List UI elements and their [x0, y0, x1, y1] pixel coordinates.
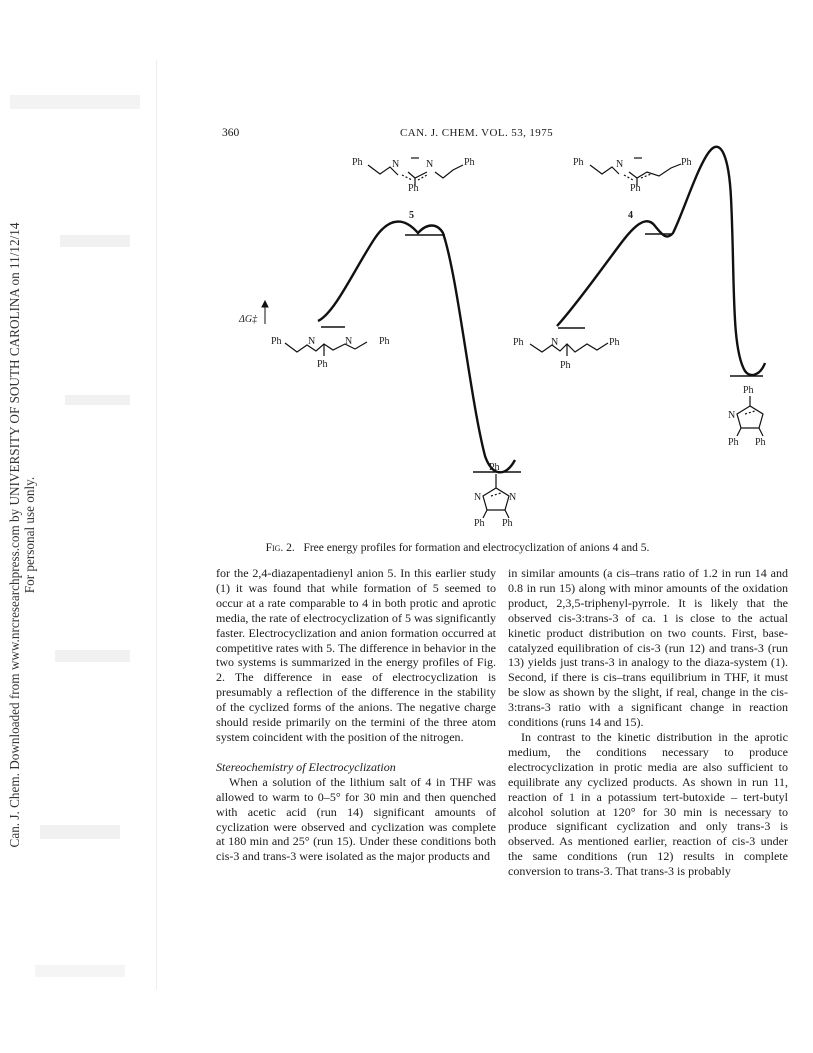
ph-label: Ph	[271, 336, 282, 347]
ph-label: Ph	[489, 462, 500, 473]
ph-label: Ph	[502, 518, 513, 529]
ph-label: Ph	[573, 157, 584, 168]
figure-energy-profiles	[215, 138, 810, 538]
compound-label-4: 4	[628, 210, 633, 221]
structure-pyrroline	[737, 396, 763, 436]
structure-5	[368, 158, 463, 186]
n-label: N	[474, 492, 482, 503]
structure-imidazoline	[483, 474, 509, 518]
paragraph: in similar amounts (a cis–trans ratio of 1.2 in run 14 and 0.8 in run 15) along with minor amounts of the oxidation product, 2,3,5-triphenyl-pyrrole. It is likely that the observed cis-3:trans-3 of ca. 1 is close to the actual kinetic product distribution on two counts. First, base-catalyzed equilibration of cis-3 (run 12) and trans-3 (run 13) yields just trans-3 in analogy to the diaza-system (1). Second, if there is cis–trans equilibrium in THF, it must be slow as shown by the slight, if real, change in the cis-3:trans-3 ratio with a significant change in reaction conditions (runs 14 and 15).	[508, 566, 788, 730]
n-label: N	[392, 159, 400, 170]
bond-line	[408, 172, 427, 178]
figure-caption	[215, 542, 700, 554]
paragraph: When a solution of the lithium salt of 4 in THF was allowed to warm to 0–5° for 30 min and then quenched with acetic acid (run 14) significant amounts of cyclization were observed and cyclization was complete at 180 min and 25° (run 15). Under these conditions both cis-3 and trans-3 were isolated as the major products and	[216, 774, 496, 864]
ph-label: Ph	[317, 359, 328, 370]
ph-label: Ph	[474, 518, 485, 529]
ph-label: Ph	[560, 360, 571, 371]
ph-label: Ph	[630, 183, 641, 194]
curve-4	[557, 147, 765, 375]
n-label: N	[345, 336, 353, 347]
delocalized-bond	[745, 411, 755, 414]
delocalized-bond	[491, 493, 501, 496]
n-label: N	[728, 410, 736, 421]
bond-line	[737, 428, 763, 436]
n-label: N	[509, 492, 517, 503]
bond-line	[530, 343, 608, 352]
figure-caption-label: Fig. 2.	[265, 542, 295, 554]
ph-label: Ph	[755, 437, 766, 448]
scan-artifact	[55, 650, 130, 662]
n-label: N	[308, 336, 316, 347]
ring	[737, 406, 763, 428]
ph-label: Ph	[513, 337, 524, 348]
text-column-right	[508, 566, 788, 879]
ph-label: Ph	[609, 337, 620, 348]
ph-label: Ph	[464, 157, 475, 168]
energy-levels	[321, 234, 763, 472]
bond-line	[483, 510, 509, 518]
ph-label: Ph	[408, 183, 419, 194]
text-column-left	[216, 566, 496, 864]
paragraph: for the 2,4-diazapentadienyl anion 5. In this earlier study (1) it was found that while formation of 5 seemed to occur at a rate comparable to 4 in both protic and aprotic media, the rate of electrocyclization of 5 was significantly faster. Electrocyclization and anion formation occurred at competitive rates with 5. The difference in behavior in the two systems is summarized in the energy profiles of Fig. 2. The difference in ease of electrocyclization is presumably a reflection of the difference in the stability of the cyclized forms of the anions. The negative charge should reside primarily on the termini of the three atom system coincident with the position of the nitrogen.	[216, 566, 496, 744]
running-head: CAN. J. CHEM. VOL. 53, 1975	[400, 127, 553, 139]
n-label: N	[551, 337, 559, 348]
n-label: N	[426, 159, 434, 170]
profile-curves	[318, 147, 765, 473]
ph-label: Ph	[743, 385, 754, 396]
bond-line	[285, 342, 367, 352]
ph-label: Ph	[379, 336, 390, 347]
energy-profile-diagram	[215, 138, 810, 538]
scan-artifact	[40, 825, 120, 839]
structure-precursor-4	[530, 343, 608, 356]
bond-line	[435, 165, 463, 178]
bond-line	[629, 164, 681, 178]
scan-artifact	[65, 395, 130, 405]
margin-rule	[156, 60, 157, 990]
ph-label: Ph	[352, 157, 363, 168]
download-notice-line2: For personal use only.	[21, 476, 37, 594]
axis-arrow	[262, 301, 268, 324]
ring	[483, 488, 509, 510]
ph-label: Ph	[728, 437, 739, 448]
section-heading: Stereochemistry of Electrocyclization	[216, 759, 396, 774]
page-number: 360	[222, 127, 240, 139]
figure-caption-text: Free energy profiles for formation and electrocyclization of anions 4 and 5.	[303, 542, 650, 554]
compound-label-5: 5	[409, 210, 414, 221]
download-notice-line1: Can. J. Chem. Downloaded from www.nrcresearchpress.com by UNIVERSITY OF SOUTH CAROLINA on 11/12/14	[7, 222, 22, 848]
download-notice	[8, 205, 48, 865]
paragraph: In contrast to the kinetic distribution in the aprotic medium, the conditions necessary to produce electrocyclization in protic media are also sufficient to equilibrate any cyclized products. As shown in run 11, reaction of 1 in a potassium tert-butoxide – tert-butyl alcohol solution at 120° for 30 min is necessary to produce significant cyclization and only trans-3 is observed. As mentioned earlier, reaction of cis-3 under the same conditions (run 12) results in complete conversion to trans-3. That trans-3 is probably	[508, 729, 788, 879]
free-energy-axis-label: ΔG‡	[239, 314, 258, 325]
scan-artifact	[60, 235, 130, 247]
ph-label: Ph	[681, 157, 692, 168]
scan-artifact	[10, 95, 140, 109]
structure-precursor-5	[285, 342, 367, 356]
bond-line	[590, 165, 619, 174]
n-label: N	[616, 159, 624, 170]
structure-4	[590, 158, 681, 186]
scan-artifact	[35, 965, 125, 977]
